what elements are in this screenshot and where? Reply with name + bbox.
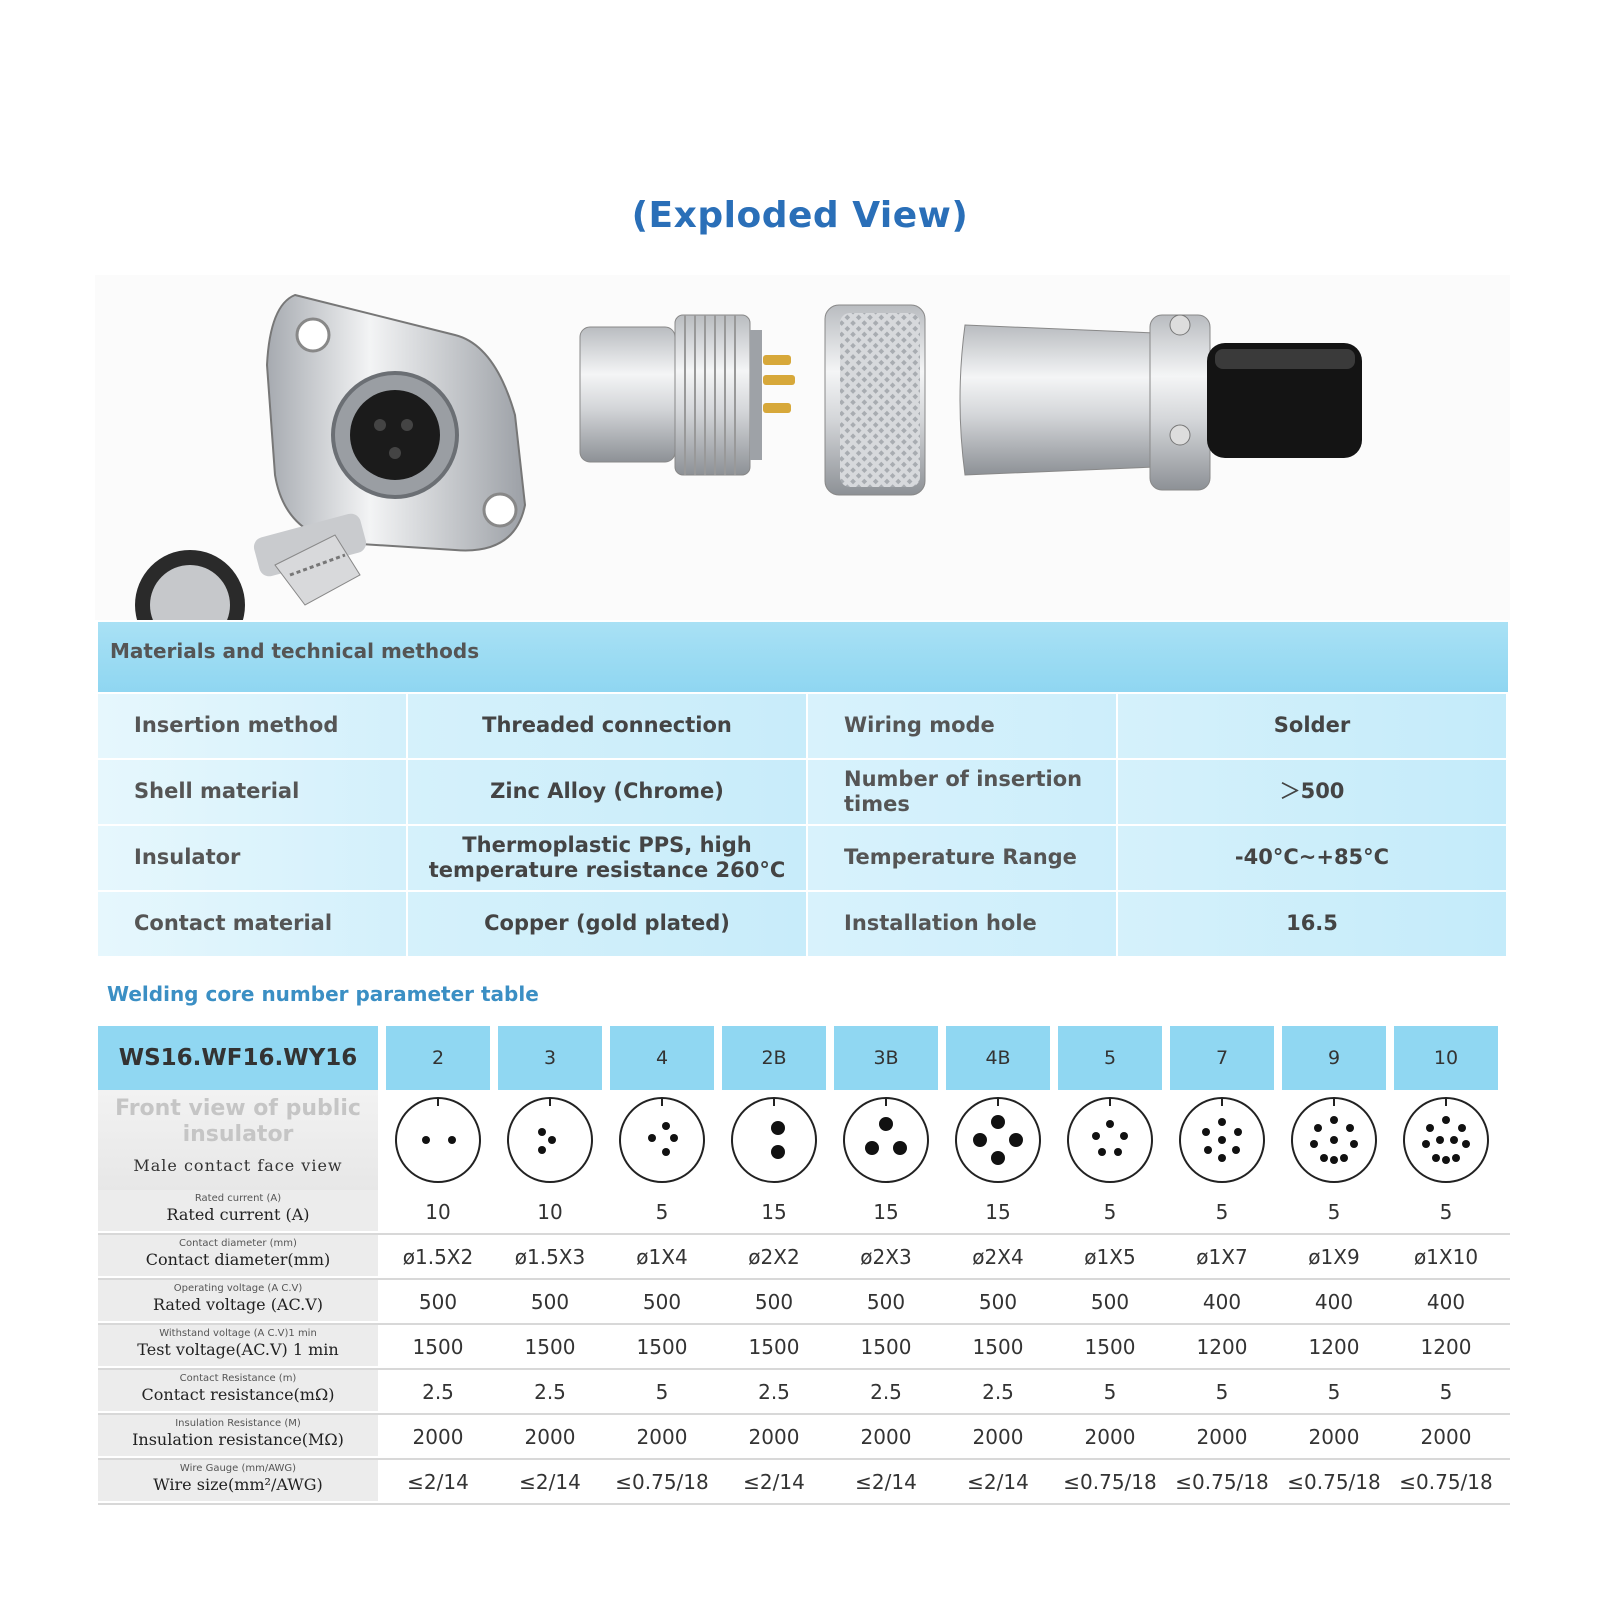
table-cell: 1200 (1196, 1334, 1248, 1359)
parameter-table-title: Welding core number parameter table (107, 982, 539, 1006)
table-cell: ø1.5X3 (514, 1244, 586, 1269)
contact-face-diagram (1394, 1090, 1498, 1190)
insulator-value: Thermoplastic PPS, high temperature resistance 260°C (408, 826, 808, 890)
contact-face-svg (1286, 1092, 1382, 1188)
insulator-outline (1404, 1098, 1488, 1182)
product-photo (95, 275, 1510, 620)
row-label (98, 1235, 378, 1278)
table-cell: 2000 (1084, 1424, 1136, 1449)
insulator-outline (844, 1098, 928, 1182)
table-cell: ≤2/14 (407, 1469, 469, 1494)
materials-heading: Materials and technical methods (98, 622, 1508, 692)
row-label-main: Test voltage(AC.V) 1 min (137, 1340, 339, 1359)
table-cell: 1500 (412, 1334, 464, 1359)
face-diagrams (386, 1090, 1506, 1190)
table-cell: 15 (761, 1199, 787, 1224)
table-row (98, 1280, 1510, 1325)
contact-pin (1422, 1140, 1430, 1148)
contact-pin (1204, 1146, 1212, 1154)
contact-face-diagram (1282, 1090, 1386, 1190)
parameter-header-row (98, 1026, 1510, 1090)
column-header: 9 (1282, 1026, 1386, 1090)
contact-pin (1432, 1154, 1440, 1162)
column-header: 4B (946, 1026, 1050, 1090)
row-label (98, 1370, 378, 1413)
contact-pin (1426, 1124, 1434, 1132)
table-cell: 5 (1215, 1199, 1229, 1224)
table-cell: 2.5 (982, 1379, 1014, 1404)
row-label-main: Rated voltage (AC.V) (152, 1295, 324, 1314)
contact-face-svg (1398, 1092, 1494, 1188)
contact-pin (1452, 1154, 1460, 1162)
table-cell: 400 (1202, 1289, 1242, 1314)
table-cell: 1500 (636, 1334, 688, 1359)
materials-table (98, 622, 1508, 956)
row-label-main: Contact resistance(mΩ) (141, 1385, 335, 1404)
table-cell: 500 (866, 1289, 906, 1314)
table-cell: ≤2/14 (519, 1469, 581, 1494)
contact-face-row (98, 1090, 1510, 1190)
contact-pin (1462, 1140, 1470, 1148)
table-cell: 500 (1090, 1289, 1130, 1314)
contact-face-diagram (722, 1090, 826, 1190)
temperature-range-value: -40°C~+85°C (1118, 826, 1508, 890)
materials-row (98, 826, 1508, 890)
table-cell: ø1X10 (1413, 1244, 1479, 1269)
contact-pin (1009, 1133, 1023, 1147)
insulator-label: Insulator (98, 826, 408, 890)
contact-pin (1320, 1154, 1328, 1162)
column-header: 7 (1170, 1026, 1274, 1090)
contact-pin (1330, 1116, 1338, 1124)
contact-face-diagram (610, 1090, 714, 1190)
contact-material-value: Copper (gold plated) (408, 892, 808, 956)
table-cell: 1200 (1308, 1334, 1360, 1359)
contact-pin (1314, 1124, 1322, 1132)
installation-hole-label: Installation hole (808, 892, 1118, 956)
contact-pin (538, 1128, 546, 1136)
table-cell: 500 (418, 1289, 458, 1314)
contact-pin (1114, 1148, 1122, 1156)
insulator-outline (396, 1098, 480, 1182)
contact-pin (991, 1151, 1005, 1165)
contact-pin (1330, 1136, 1338, 1144)
table-cell: 2000 (860, 1424, 912, 1449)
contact-pin (422, 1136, 430, 1144)
contact-face-svg (1062, 1092, 1158, 1188)
face-view-subtitle: Male contact face view (133, 1156, 343, 1175)
contact-pin (1202, 1128, 1210, 1136)
contact-face-svg (1174, 1092, 1270, 1188)
contact-pin (1330, 1156, 1338, 1164)
row-label-main: Rated current (A) (166, 1205, 310, 1224)
table-cell: 2.5 (422, 1379, 454, 1404)
table-row (98, 1325, 1510, 1370)
table-cell: ø2X3 (860, 1244, 912, 1269)
parameter-table (98, 1026, 1510, 1505)
contact-pin (865, 1141, 879, 1155)
table-cell: 400 (1314, 1289, 1354, 1314)
table-cell: ø1X5 (1084, 1244, 1136, 1269)
column-header: 4 (610, 1026, 714, 1090)
table-cell: 1200 (1420, 1334, 1472, 1359)
contact-pin (1106, 1120, 1114, 1128)
table-cell: ø1.5X2 (402, 1244, 474, 1269)
contact-face-diagram (834, 1090, 938, 1190)
contact-pin (662, 1148, 670, 1156)
row-label (98, 1460, 378, 1503)
materials-row (98, 694, 1508, 758)
materials-row (98, 760, 1508, 824)
contact-pin (879, 1117, 893, 1131)
table-cell: 2.5 (758, 1379, 790, 1404)
wiring-mode-label: Wiring mode (808, 694, 1118, 758)
contact-pin (1442, 1156, 1450, 1164)
insertion-method-value: Threaded connection (408, 694, 808, 758)
contact-pin (670, 1134, 678, 1142)
contact-pin (1346, 1124, 1354, 1132)
exploded-view-illustration (95, 275, 1510, 620)
contact-face-diagram (946, 1090, 1050, 1190)
row-label-main: Insulation resistance(MΩ) (132, 1430, 344, 1449)
installation-hole-value: 16.5 (1118, 892, 1508, 956)
contact-face-svg (726, 1092, 822, 1188)
table-cell: 5 (655, 1199, 669, 1224)
table-cell: 2000 (972, 1424, 1024, 1449)
contact-face-svg (614, 1092, 710, 1188)
insertion-times-value: ＞500 (1118, 760, 1508, 824)
table-cell: 500 (754, 1289, 794, 1314)
contact-pin (1232, 1146, 1240, 1154)
table-cell: ø2X2 (748, 1244, 800, 1269)
contact-face-svg (838, 1092, 934, 1188)
table-cell: ≤0.75/18 (1399, 1469, 1493, 1494)
contact-pin (1350, 1140, 1358, 1148)
flange-socket (135, 295, 525, 620)
table-cell: 5 (1327, 1199, 1341, 1224)
column-header: 3B (834, 1026, 938, 1090)
row-label-main: Contact diameter(mm) (145, 1250, 331, 1269)
table-cell: 5 (1103, 1379, 1117, 1404)
contact-face-diagram (1058, 1090, 1162, 1190)
table-cell: 1500 (972, 1334, 1024, 1359)
contact-pin (1310, 1140, 1318, 1148)
contact-pin (1218, 1136, 1226, 1144)
table-cell: 2000 (636, 1424, 688, 1449)
row-label-small: Operating voltage (A C.V) (173, 1283, 303, 1294)
row-label-small: Contact diameter (mm) (179, 1238, 297, 1249)
contact-pin (1442, 1116, 1450, 1124)
contact-pin (1120, 1132, 1128, 1140)
contact-pin (1098, 1148, 1106, 1156)
table-cell: ø1X9 (1308, 1244, 1360, 1269)
table-cell: ≤2/14 (967, 1469, 1029, 1494)
table-cell: 2000 (412, 1424, 464, 1449)
temperature-range-label: Temperature Range (808, 826, 1118, 890)
table-cell: ≤2/14 (743, 1469, 805, 1494)
table-cell: 10 (537, 1199, 563, 1224)
table-cell: 5 (1439, 1379, 1453, 1404)
contact-face-svg (390, 1092, 486, 1188)
table-cell: 1500 (860, 1334, 912, 1359)
column-header: 3 (498, 1026, 602, 1090)
contact-pin (1092, 1132, 1100, 1140)
parameter-rows (98, 1190, 1510, 1505)
table-cell: ≤0.75/18 (615, 1469, 709, 1494)
contact-pin (448, 1136, 456, 1144)
contact-face-diagram (498, 1090, 602, 1190)
contact-pin (771, 1121, 785, 1135)
row-label-small: Rated current (A) (194, 1193, 282, 1204)
contact-pin (662, 1122, 670, 1130)
contact-pin (538, 1146, 546, 1154)
contact-pin (648, 1134, 656, 1142)
shell-material-value: Zinc Alloy (Chrome) (408, 760, 808, 824)
row-label-small: Wire Gauge (mm/AWG) (179, 1463, 297, 1474)
table-cell: 2000 (1196, 1424, 1248, 1449)
table-cell: 2000 (1420, 1424, 1472, 1449)
shell-material-label: Shell material (98, 760, 408, 824)
wiring-mode-value: Solder (1118, 694, 1508, 758)
face-view-title: Front view of public insulator (115, 1096, 361, 1147)
row-label (98, 1280, 378, 1323)
table-row (98, 1370, 1510, 1415)
row-label-small: Contact Resistance (m) (179, 1373, 297, 1384)
table-cell: 1500 (524, 1334, 576, 1359)
table-cell: ≤0.75/18 (1175, 1469, 1269, 1494)
row-label-small: Withstand voltage (A C.V)1 min (159, 1328, 317, 1339)
model-name: WS16.WF16.WY16 (98, 1026, 378, 1090)
table-cell: 5 (655, 1379, 669, 1404)
contact-face-svg (502, 1092, 598, 1188)
contact-pin (771, 1145, 785, 1159)
contact-pin (973, 1133, 987, 1147)
insulator-outline (732, 1098, 816, 1182)
table-cell: ≤2/14 (855, 1469, 917, 1494)
table-cell: ø1X7 (1196, 1244, 1248, 1269)
table-cell: 5 (1439, 1199, 1453, 1224)
table-row (98, 1190, 1510, 1235)
row-label (98, 1190, 378, 1233)
table-cell: 15 (985, 1199, 1011, 1224)
table-cell: 2.5 (870, 1379, 902, 1404)
contact-pin (1458, 1124, 1466, 1132)
contact-pin (991, 1115, 1005, 1129)
page-title: (Exploded View) (631, 195, 969, 236)
insertion-times-label: Number of insertion times (808, 760, 1118, 824)
contact-face-svg (950, 1092, 1046, 1188)
contact-face-diagram (1170, 1090, 1274, 1190)
column-header: 10 (1394, 1026, 1498, 1090)
table-cell: 400 (1426, 1289, 1466, 1314)
plug-shell (960, 315, 1362, 490)
contact-pin (1436, 1136, 1444, 1144)
table-cell: 5 (1103, 1199, 1117, 1224)
table-cell: 2000 (1308, 1424, 1360, 1449)
threaded-insert (580, 315, 795, 475)
table-cell: 500 (530, 1289, 570, 1314)
table-cell: ø2X4 (972, 1244, 1024, 1269)
insertion-method-label: Insertion method (98, 694, 408, 758)
contact-pin (1450, 1136, 1458, 1144)
contact-pin (1340, 1154, 1348, 1162)
table-cell: ø1X4 (636, 1244, 688, 1269)
insulator-outline (956, 1098, 1040, 1182)
table-row (98, 1415, 1510, 1460)
materials-row (98, 892, 1508, 956)
contact-pin (1234, 1128, 1242, 1136)
contact-face-diagram (386, 1090, 490, 1190)
contact-material-label: Contact material (98, 892, 408, 956)
contact-pin (548, 1136, 556, 1144)
table-cell: 500 (978, 1289, 1018, 1314)
table-cell: 5 (1215, 1379, 1229, 1404)
face-view-label (98, 1090, 378, 1190)
contact-pin (1218, 1154, 1226, 1162)
column-header: 5 (1058, 1026, 1162, 1090)
table-cell: 500 (642, 1289, 682, 1314)
table-cell: ≤0.75/18 (1287, 1469, 1381, 1494)
column-header: 2B (722, 1026, 826, 1090)
table-cell: 10 (425, 1199, 451, 1224)
row-label-main: Wire size(mm²/AWG) (153, 1475, 323, 1494)
table-cell: 5 (1327, 1379, 1341, 1404)
row-label (98, 1325, 378, 1368)
knurled-nut (825, 305, 925, 495)
insulator-outline (620, 1098, 704, 1182)
table-cell: ≤0.75/18 (1063, 1469, 1157, 1494)
table-cell: 2.5 (534, 1379, 566, 1404)
insulator-outline (1068, 1098, 1152, 1182)
table-cell: 1500 (1084, 1334, 1136, 1359)
row-label-small: Insulation Resistance (M) (175, 1418, 301, 1429)
table-row (98, 1460, 1510, 1505)
table-cell: 15 (873, 1199, 899, 1224)
contact-pin (1218, 1118, 1226, 1126)
table-cell: 1500 (748, 1334, 800, 1359)
table-row (98, 1235, 1510, 1280)
table-cell: 2000 (524, 1424, 576, 1449)
column-header: 2 (386, 1026, 490, 1090)
contact-pin (893, 1141, 907, 1155)
table-cell: 2000 (748, 1424, 800, 1449)
row-label (98, 1415, 378, 1458)
